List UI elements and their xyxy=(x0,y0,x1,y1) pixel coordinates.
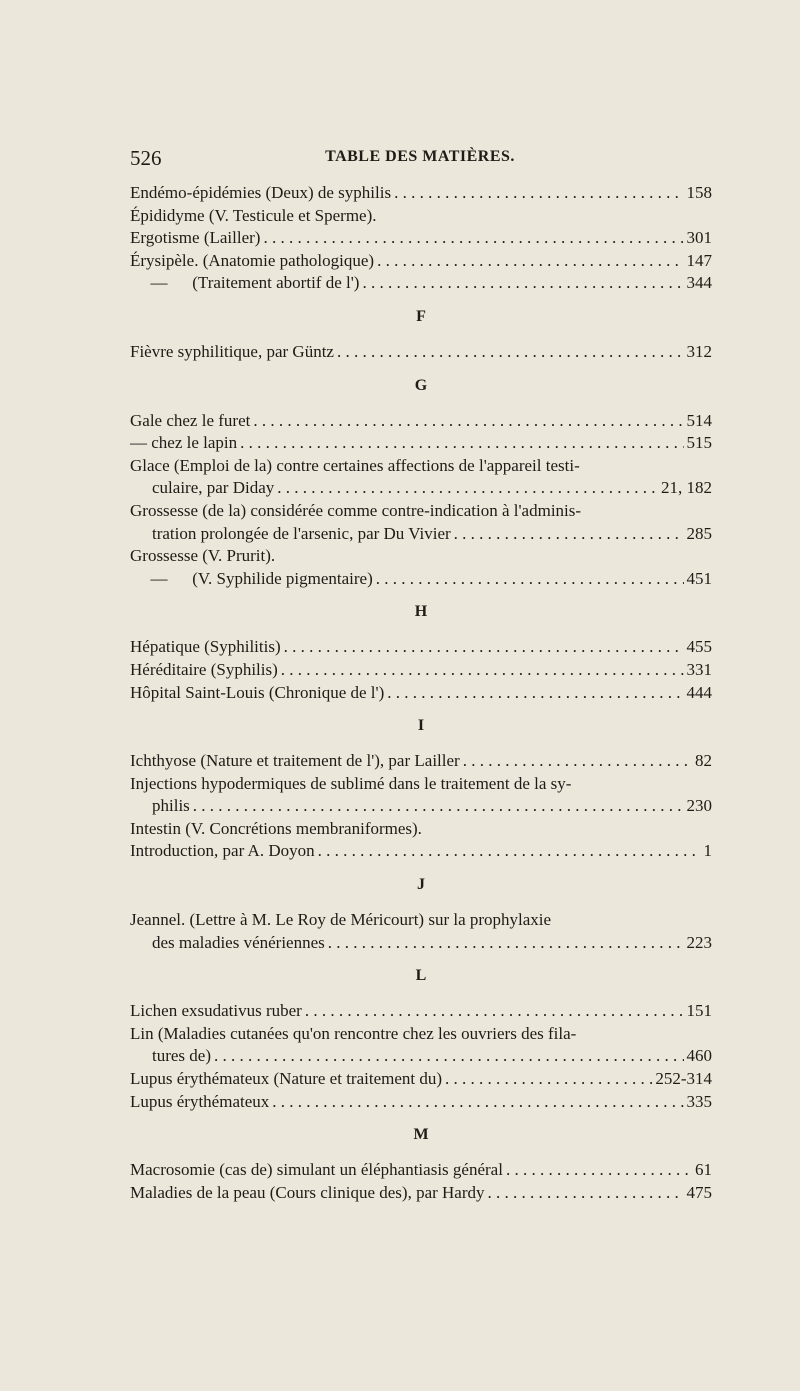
leader-dots xyxy=(376,568,684,591)
entry-label: Gale chez le furet xyxy=(130,410,251,430)
entry-label: Lupus érythémateux (Nature et traitement du) xyxy=(130,1069,443,1089)
entry-page: 331 xyxy=(686,659,712,679)
entry-page: 514 xyxy=(686,410,712,430)
entry-page: 61 xyxy=(695,1160,712,1180)
entry-page: 344 xyxy=(686,273,712,293)
entry-label: Macrosomie (cas de) simulant un éléphantiasis général xyxy=(130,1160,503,1180)
entry-label: Grossesse (de la) considérée comme contre-indication à l'adminis- xyxy=(130,500,582,520)
entry-label-continuation: culaire, par Diday xyxy=(152,478,275,498)
index-entry xyxy=(130,272,712,295)
entry-label: Introduction, par A. Doyon xyxy=(130,841,315,861)
page-number: 526 xyxy=(130,146,162,170)
entry-label-continuation: des maladies vénériennes xyxy=(152,932,325,952)
index-entry xyxy=(130,1068,712,1091)
section-letter: M xyxy=(413,1126,429,1144)
entry-label: Maladies de la peau (Cours clinique des), par Hardy xyxy=(130,1182,485,1202)
leader-dots xyxy=(387,682,683,705)
entry-label: Fièvre syphilitique, par Güntz xyxy=(130,341,334,361)
index-section-i xyxy=(130,714,712,863)
entry-label: Ergotisme (Lailler) xyxy=(130,228,261,248)
index-entry-line xyxy=(130,455,712,478)
entry-label-continuation: tration prolongée de l'arsenic, par Du Vivier xyxy=(152,523,451,543)
entry-label: Hépatique (Syphilitis) xyxy=(130,637,281,657)
section-letter: J xyxy=(417,876,425,894)
entry-label: (V. Syphilide pigmentaire) xyxy=(192,568,373,588)
entry-page: 335 xyxy=(686,1091,712,1111)
entry-label-continuation: tures de) xyxy=(152,1046,212,1066)
entry-label: Lupus érythémateux xyxy=(130,1091,270,1111)
index-section-f xyxy=(130,305,712,364)
entry-label: Épididyme (V. Testicule et Sperme). xyxy=(130,205,377,225)
leader-dots xyxy=(240,432,683,455)
section-letter: L xyxy=(415,967,427,985)
entry-page: 158 xyxy=(686,183,712,202)
leader-dots xyxy=(193,795,684,818)
running-title: TABLE DES MATIÈRES. xyxy=(325,148,515,165)
leader-dots xyxy=(445,1068,652,1091)
leader-dots xyxy=(488,1182,684,1205)
entry-page: 515 xyxy=(686,433,712,453)
index-entry xyxy=(130,840,712,863)
leader-dots xyxy=(214,1045,683,1068)
entry-page: 21, 182 xyxy=(661,478,712,498)
leader-dots xyxy=(337,341,684,364)
index-entry xyxy=(130,432,712,455)
index-content xyxy=(130,182,712,1204)
index-entry xyxy=(130,341,712,364)
leader-dots xyxy=(277,477,658,500)
index-entry-continuation xyxy=(130,477,712,500)
index-entry xyxy=(130,410,712,433)
leader-dots xyxy=(394,182,683,205)
section-letter: H xyxy=(414,603,428,621)
section-letter: I xyxy=(417,717,425,735)
entry-label: Glace (Emploi de la) contre certaines affections de l'appareil testi- xyxy=(130,455,580,475)
leader-dots xyxy=(281,659,684,682)
entry-label: (Traitement abortif de l') xyxy=(192,273,360,293)
index-entry xyxy=(130,750,712,773)
index-entry xyxy=(130,1091,712,1114)
entry-label: Ichthyose (Nature et traitement de l'), par Lailler xyxy=(130,751,460,771)
leader-dots xyxy=(463,750,692,773)
entry-label: Jeannel. (Lettre à M. Le Roy de Méricourt) sur la prophylaxie xyxy=(130,910,552,930)
leader-dots xyxy=(284,636,684,659)
ditto-dash: — xyxy=(150,568,168,588)
index-entry xyxy=(130,659,712,682)
entry-label: Hôpital Saint-Louis (Chronique de l') xyxy=(130,682,385,702)
index-entry-line xyxy=(130,909,712,932)
index-entry-continuation xyxy=(130,523,712,546)
index-entry-continuation xyxy=(130,1045,712,1068)
leader-dots xyxy=(377,250,683,273)
index-entry xyxy=(130,1000,712,1023)
index-entry xyxy=(130,682,712,705)
ditto-dash: — xyxy=(150,273,168,293)
index-section-l xyxy=(130,964,712,1113)
page-header xyxy=(130,146,710,172)
entry-page: 223 xyxy=(686,932,712,952)
leader-dots xyxy=(272,1091,683,1114)
index-entry xyxy=(130,1182,712,1205)
entry-page: 285 xyxy=(686,523,712,543)
index-entry xyxy=(130,818,712,841)
entry-page: 475 xyxy=(686,1182,712,1202)
index-entry xyxy=(130,205,712,228)
index-entry-line xyxy=(130,773,712,796)
leader-dots xyxy=(454,523,684,546)
entry-page: 147 xyxy=(686,250,712,270)
index-section-j xyxy=(130,873,712,954)
leader-dots xyxy=(506,1159,692,1182)
leader-dots xyxy=(328,932,684,955)
entry-page: 82 xyxy=(695,751,712,771)
index-entry xyxy=(130,250,712,273)
index-entry xyxy=(130,568,712,591)
entry-page: 312 xyxy=(686,341,712,361)
leader-dots xyxy=(318,840,701,863)
entry-label-continuation: philis xyxy=(152,796,190,816)
entry-label: Lichen exsudativus ruber xyxy=(130,1001,302,1021)
index-entry xyxy=(130,182,712,205)
entry-label: Intestin (V. Concrétions membraniformes). xyxy=(130,818,422,838)
entry-label: Héréditaire (Syphilis) xyxy=(130,659,278,679)
leader-dots xyxy=(253,410,683,433)
entry-label: Endémo-épidémies (Deux) de syphilis xyxy=(130,183,392,202)
entry-page: 151 xyxy=(686,1001,712,1021)
entry-page: 444 xyxy=(686,682,712,702)
entry-page: 230 xyxy=(686,796,712,816)
entry-page: 460 xyxy=(686,1046,712,1066)
index-entry xyxy=(130,1159,712,1182)
entry-label: Lin (Maladies cutanées qu'on rencontre chez les ouvriers des fila- xyxy=(130,1023,577,1043)
leader-dots xyxy=(263,227,683,250)
index-entry-continuation xyxy=(130,795,712,818)
index-section-h xyxy=(130,600,712,704)
index-section-g xyxy=(130,374,712,591)
index-entry xyxy=(130,227,712,250)
leader-dots xyxy=(362,272,683,295)
entry-label: Grossesse (V. Prurit). xyxy=(130,546,276,566)
index-entry xyxy=(130,545,712,568)
entry-page: 252-314 xyxy=(655,1069,712,1089)
index-entry-line xyxy=(130,500,712,523)
entry-page: 301 xyxy=(686,228,712,248)
entry-page: 451 xyxy=(686,568,712,588)
index-entry-continuation xyxy=(130,932,712,955)
leader-dots xyxy=(305,1000,684,1023)
index-entry xyxy=(130,636,712,659)
entry-label: Érysipèle. (Anatomie pathologique) xyxy=(130,250,375,270)
entry-page: 1 xyxy=(703,841,712,861)
index-section-e xyxy=(130,182,712,295)
section-letter: F xyxy=(416,307,426,325)
section-letter: G xyxy=(414,376,428,394)
entry-page: 455 xyxy=(686,637,712,657)
index-section-m xyxy=(130,1123,712,1204)
index-entry-line xyxy=(130,1023,712,1046)
entry-label: — chez le lapin xyxy=(130,433,238,453)
entry-label: Injections hypodermiques de sublimé dans le traitement de la sy- xyxy=(130,773,572,793)
